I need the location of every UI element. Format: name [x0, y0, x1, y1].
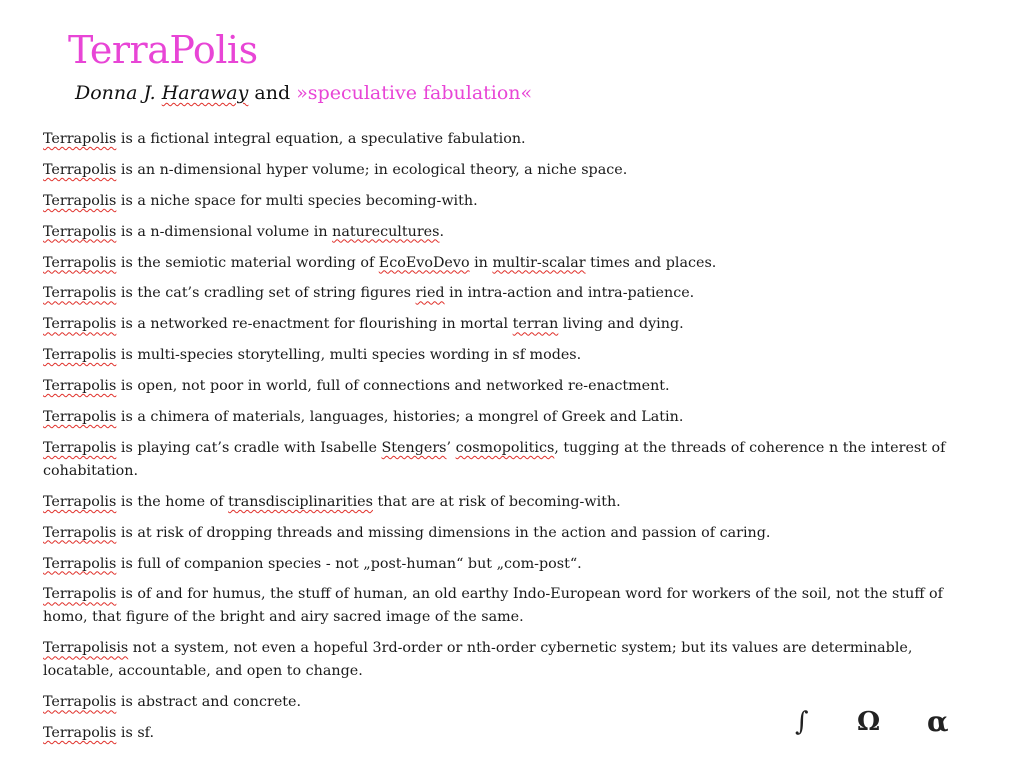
paragraph-lead-word: Terrapolis — [43, 439, 117, 456]
paragraph — [43, 313, 983, 336]
paragraph-lead-word: Terrapolis — [43, 223, 117, 240]
paragraph-lead-word: Terrapolis — [43, 409, 117, 426]
paragraph-text: that are at risk of becoming-with. — [372, 493, 621, 510]
paragraph-lead-word: Terrapolis — [43, 347, 117, 364]
paragraph-text: is a niche space for multi species becoming-with. — [116, 192, 478, 209]
subtitle — [75, 80, 532, 106]
paragraph — [43, 159, 983, 182]
paragraph-text: is of and for humus, the stuff of human, an old earthy Indo-European word for workers of the soil, not the stuff of homo, that figure of the bright and airy sacred image of the same. — [43, 586, 943, 626]
paragraph-text: is a fictional integral equation, a speculative fabulation. — [116, 131, 526, 147]
paragraph — [43, 437, 983, 483]
paragraph-text: in — [469, 254, 493, 271]
paragraph — [43, 221, 983, 244]
paragraph-text: ’ — [446, 439, 456, 456]
paragraph-text: is the cat’s cradling set of string figures — [116, 285, 416, 302]
paragraph-text: is a chimera of materials, languages, histories; a mongrel of Greek and Latin. — [116, 409, 684, 426]
paragraph — [43, 583, 983, 629]
page-title: TerraPolis — [68, 28, 258, 72]
paragraph-lead-word: Terrapolis — [43, 161, 117, 178]
paragraph-lead-word: Terrapolis — [43, 131, 117, 147]
paragraph — [43, 252, 983, 275]
paragraph — [43, 522, 983, 545]
paragraph-lead-word: Terrapolis — [43, 586, 117, 603]
integral-symbol: ∫ — [795, 707, 809, 737]
paragraph-text: is an n-dimensional hyper volume; in ecological theory, a niche space. — [116, 161, 628, 178]
paragraph — [43, 553, 983, 576]
author-first-name: Donna J. — [75, 82, 162, 104]
paragraph-text: living and dying. — [558, 316, 684, 333]
paragraph — [43, 282, 983, 305]
flagged-word: naturecultures — [332, 223, 440, 240]
flagged-word: Stengers — [381, 439, 447, 456]
paragraph-text: . — [439, 223, 445, 240]
paragraph-text: is a networked re-enactment for flourishing in mortal — [116, 316, 513, 333]
paragraph-lead-word: Terrapolis — [43, 725, 117, 742]
symbol-row — [795, 700, 965, 744]
flagged-word: cosmopolitics — [455, 439, 555, 456]
paragraph-text: is sf. — [116, 725, 154, 742]
paragraph — [43, 637, 983, 683]
paragraph-text: is the home of — [116, 493, 229, 510]
subtitle-phrase: »speculative fabulation« — [296, 82, 533, 104]
paragraph-text: not a system, not even a hopeful 3rd-order or nth-order cybernetic system; but its values are determinable, locatable, accountable, and open to change. — [43, 640, 913, 680]
paragraph — [43, 375, 983, 398]
paragraph-lead-word: Terrapolis — [43, 694, 117, 711]
paragraph-text: is full of companion species - not „post-human“ but „com-post“. — [116, 555, 582, 572]
subtitle-and: and — [248, 82, 297, 104]
paragraph — [43, 190, 983, 213]
paragraph-lead-word: Terrapolis — [43, 285, 117, 302]
paragraph-lead-word: Terrapolis — [43, 254, 117, 271]
paragraph-lead-word: Terrapolis — [43, 378, 117, 395]
author-last-name: Haraway — [161, 82, 249, 104]
paragraph-text: is the semiotic material wording of — [116, 254, 379, 271]
paragraph-text: is at risk of dropping threads and missing dimensions in the action and passion of caring. — [116, 524, 771, 541]
flagged-word: EcoEvoDevo — [378, 254, 470, 271]
flagged-word: ried — [415, 285, 445, 302]
body-text — [43, 128, 983, 753]
paragraph-lead-word: Terrapolisis — [43, 640, 129, 657]
paragraph-lead-word: Terrapolis — [43, 524, 117, 541]
paragraph — [43, 491, 983, 514]
paragraph-text: , tugging at the threads of coherence n the interest of cohabitation. — [43, 439, 946, 479]
paragraph-text: times and places. — [585, 254, 717, 271]
omega-symbol: Ω — [857, 707, 881, 737]
paragraph — [43, 406, 983, 429]
paragraph — [43, 344, 983, 367]
paragraph-lead-word: Terrapolis — [43, 316, 117, 333]
paragraph-text: is playing cat’s cradle with Isabelle — [116, 439, 382, 456]
alpha-symbol: α — [927, 705, 949, 738]
paragraph-text: is a n-dimensional volume in — [116, 223, 333, 240]
flagged-word: transdisciplinarities — [228, 493, 373, 510]
paragraph-lead-word: Terrapolis — [43, 192, 117, 209]
paragraph-lead-word: Terrapolis — [43, 493, 117, 510]
flagged-word: multir-scalar — [492, 254, 586, 271]
paragraph-text: is open, not poor in world, full of connections and networked re-enactment. — [116, 378, 670, 395]
paragraph-lead-word: Terrapolis — [43, 555, 117, 572]
paragraph-text: is multi-species storytelling, multi species wording in sf modes. — [116, 347, 582, 364]
paragraph-text: in intra-action and intra-patience. — [444, 285, 695, 302]
flagged-word: terran — [512, 316, 559, 333]
paragraph-text: is abstract and concrete. — [116, 694, 302, 711]
paragraph — [43, 128, 983, 151]
